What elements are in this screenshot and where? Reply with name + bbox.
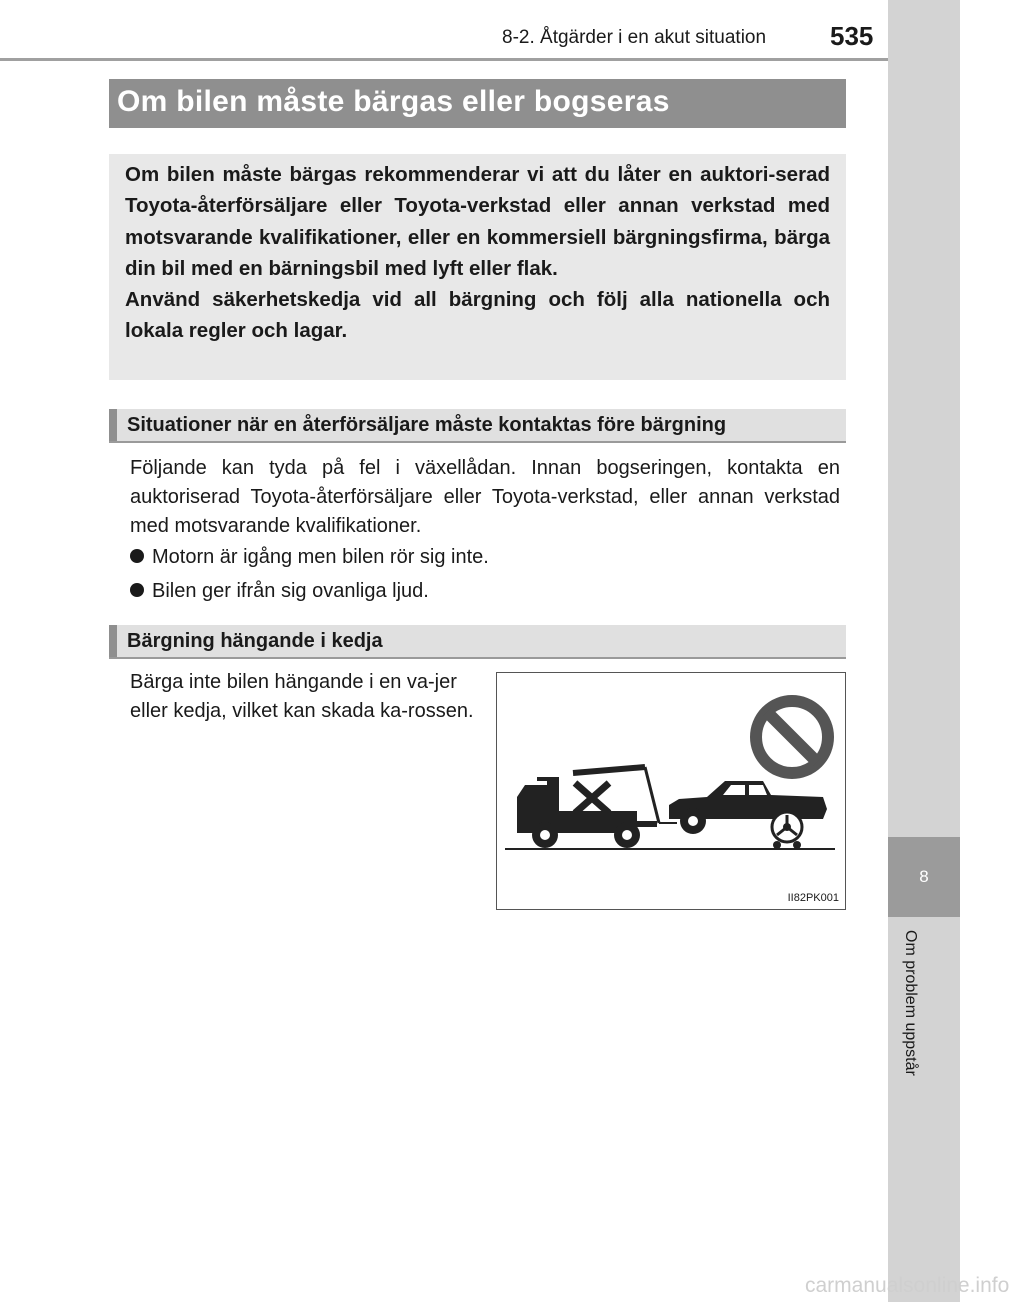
subheading-dealer (109, 409, 846, 443)
watermark: carmanualsonline.info (805, 1274, 1009, 1297)
towing-illustration (497, 673, 847, 911)
bullet-item (130, 577, 429, 606)
towed-car-icon (669, 781, 827, 849)
page-number: 535 (830, 21, 874, 51)
chapter-number[interactable]: 8 (888, 837, 960, 917)
bullet-dot-icon (130, 583, 144, 597)
tow-truck-icon (517, 767, 677, 848)
towing-figure (496, 672, 846, 910)
bullet-text: Bilen ger ifrån sig ovanliga ljud. (152, 580, 429, 602)
prohibition-icon (756, 701, 828, 773)
subheading-chain (109, 625, 846, 659)
bullet-dot-icon (130, 549, 144, 563)
main-title: Om bilen måste bärgas eller bogseras (117, 85, 670, 118)
intro-paragraph-1: Om bilen måste bärgas rekommenderar vi att du låter en auktori-serad Toyota-återförsäljare eller Toyota-verkstad eller annan verkstad med motsvarande kvalifikationer, eller en kommersiell bärgningsfirma, bärga din bil med en bärningsbil med lyft eller flak. (125, 163, 830, 280)
intro-box (109, 154, 846, 380)
subheading-dealer-text: Situationer när en återförsäljare måste kontaktas före bärgning (127, 414, 727, 436)
bullet-item (130, 543, 489, 572)
section-path: 8-2. Åtgärder i en akut situation (502, 27, 767, 48)
main-title-bar (109, 79, 846, 128)
chapter-label: Om problem uppstår (902, 930, 919, 1076)
subheading-chain-text: Bärgning hängande i kedja (127, 630, 383, 652)
intro-paragraph-2: Använd säkerhetskedja vid all bärgning och följ alla nationella och lokala regler och lagar. (125, 288, 830, 343)
dealer-body: Följande kan tyda på fel i växellådan. Innan bogseringen, kontakta en auktoriserad Toyota-återförsäljare eller Toyota-verkstad, eller annan verkstad med motsvarande kvalifikationer. (130, 457, 840, 537)
bullet-text: Motorn är igång men bilen rör sig inte. (152, 546, 489, 568)
header-rule (0, 58, 888, 61)
figure-code: II82PK001 (787, 892, 839, 904)
chain-body: Bärga inte bilen hängande i en va-jer eller kedja, vilket kan skada ka-rossen. (130, 671, 474, 722)
